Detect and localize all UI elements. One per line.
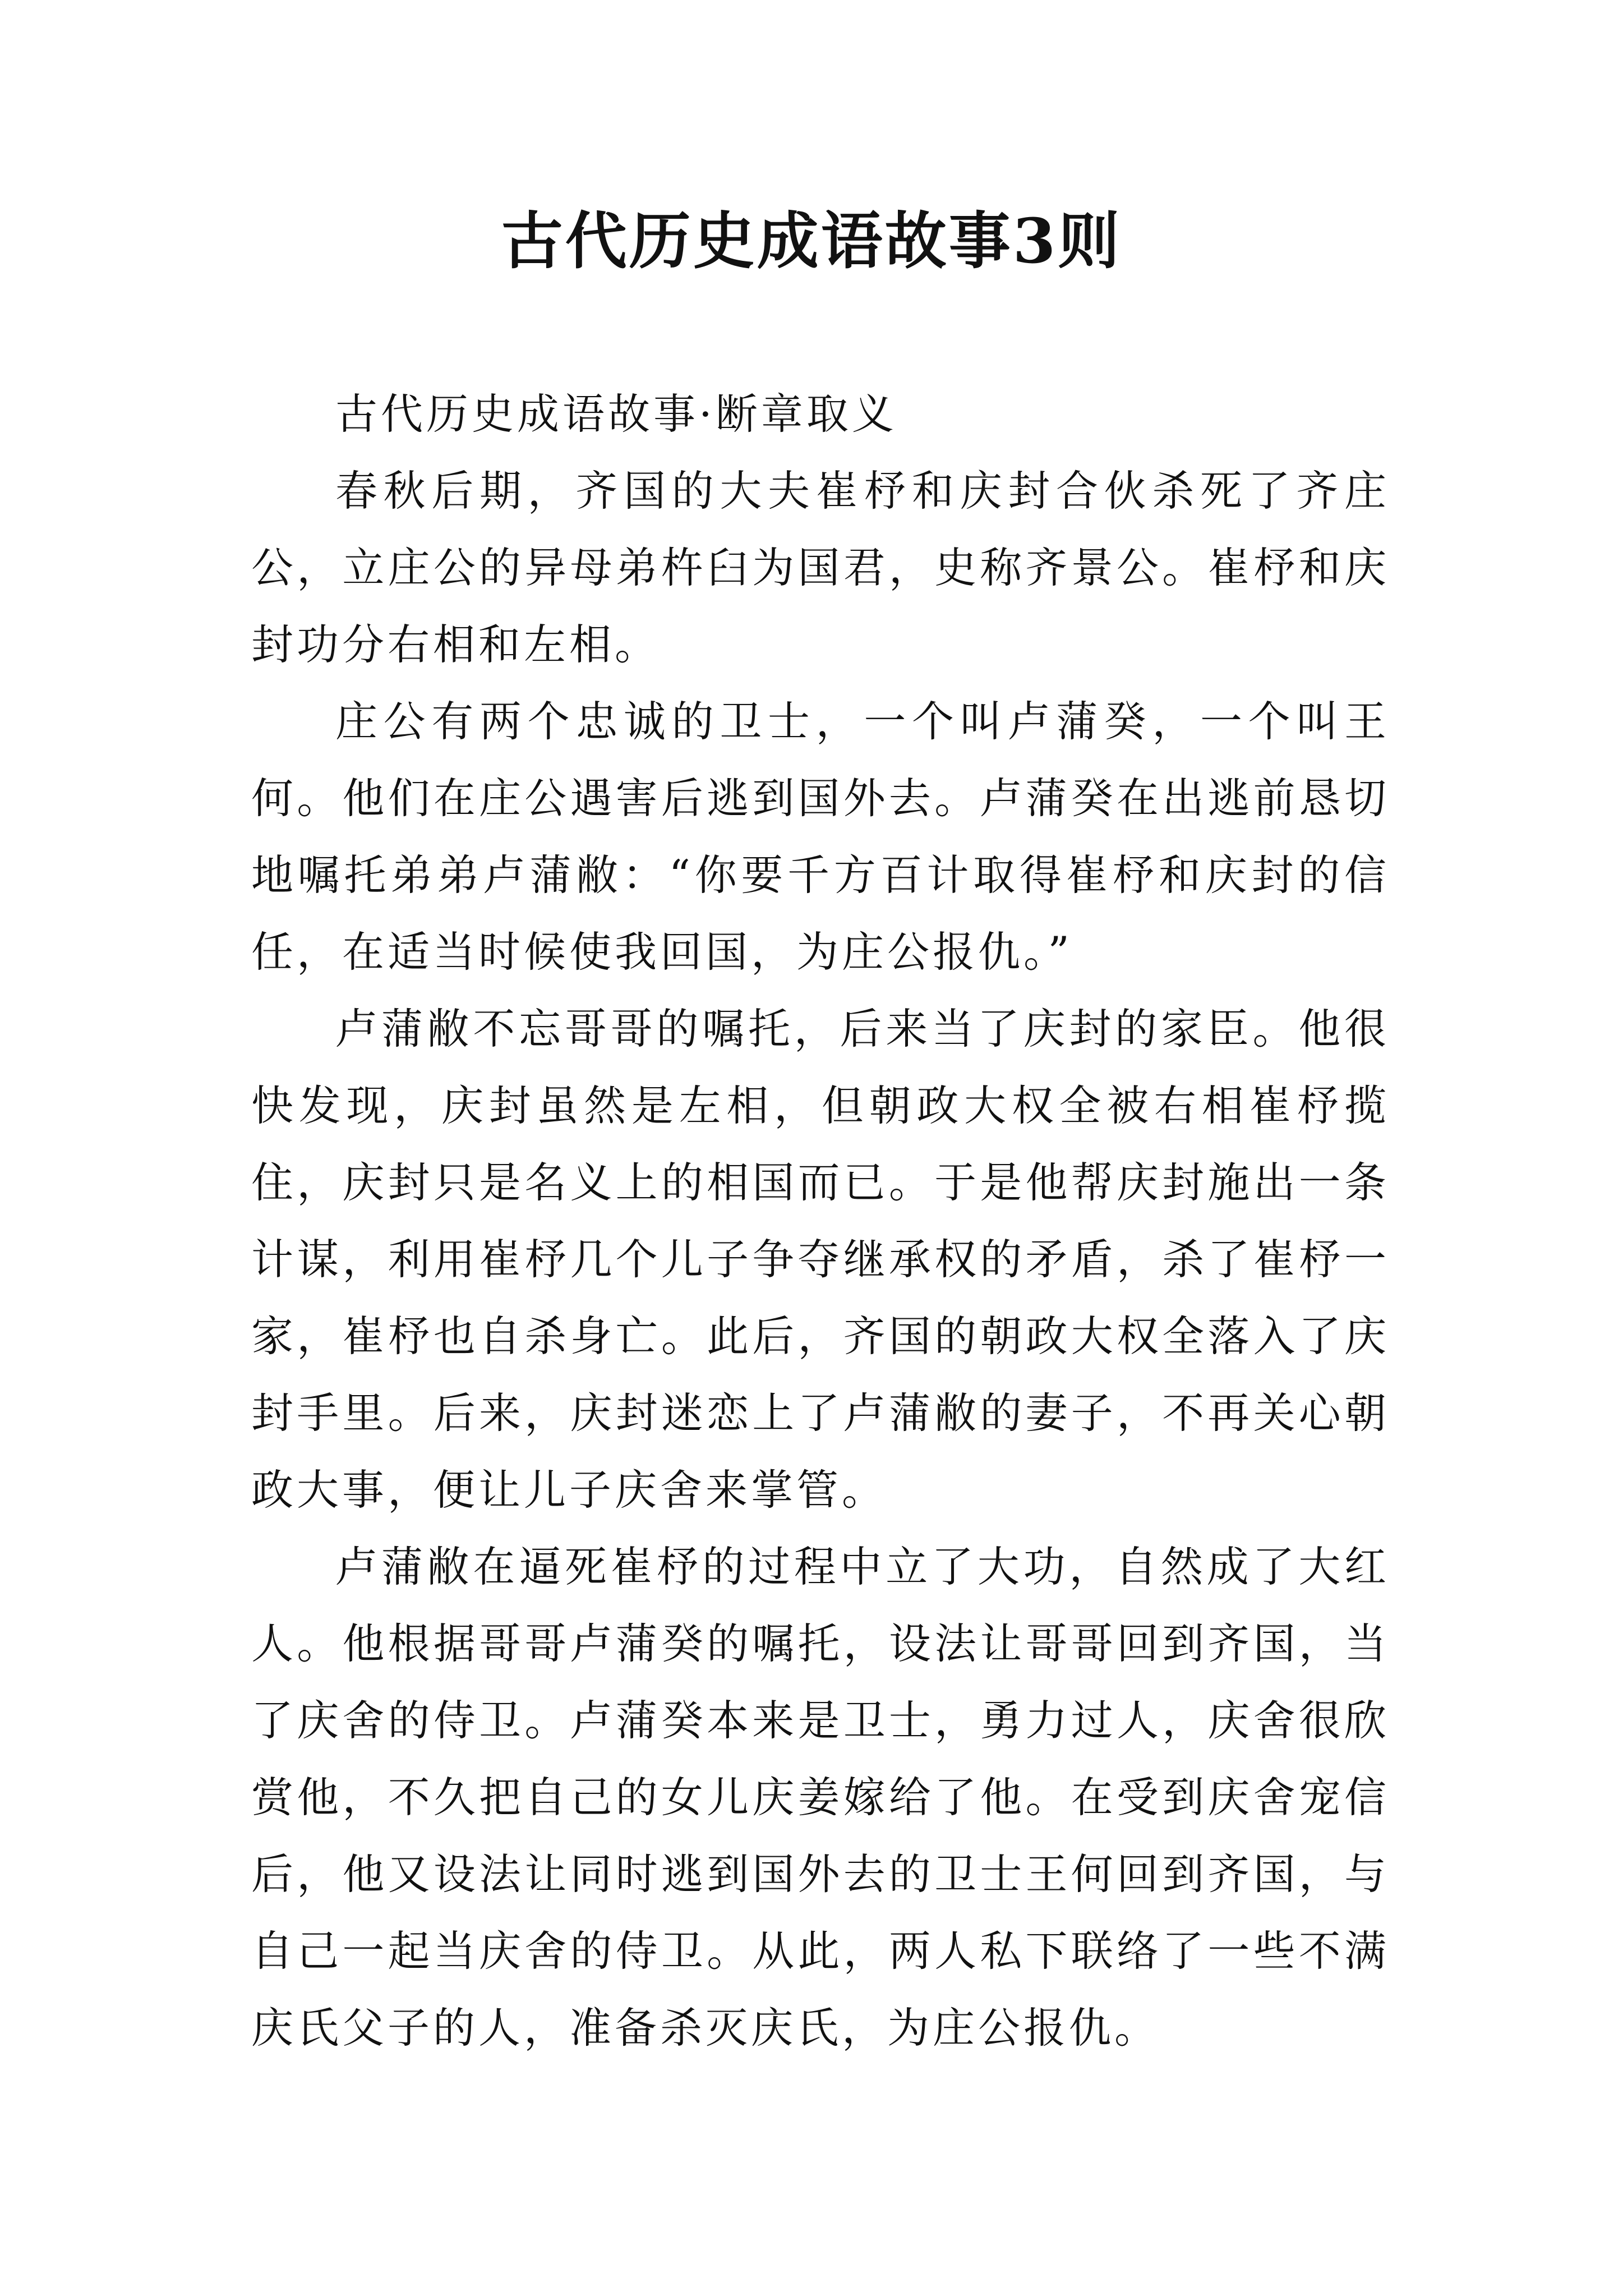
paragraph-3: 卢蒲敝不忘哥哥的嘱托，后来当了庆封的家臣。他很快发现，庆封虽然是左相，但朝政大权全被右相崔杼揽住，庆封只是名义上的相国而已。于是他帮庆封施出一条计谋，利用崔杼几个儿子争夺继承权的矛盾，杀了崔杼一家，崔杼也自杀身亡。此后，齐国的朝政大权全落入了庆封手里。后来，庆封迷恋上了卢蒲敝的妻子，不再关心朝政大事，便让儿子庆舍来掌管。	[251, 1004, 1390, 1515]
document-body	[251, 376, 1390, 2067]
document-title: 古代历史成语故事3则	[501, 205, 1122, 277]
paragraph-1: 春秋后期，齐国的大夫崔杼和庆封合伙杀死了齐庄公，立庄公的异母弟杵臼为国君，史称齐景公。崔杼和庆封功分右相和左相。	[251, 466, 1390, 669]
paragraph-section-heading: 古代历史成语故事·断章取义	[335, 389, 897, 439]
paragraph-4: 卢蒲敝在逼死崔杼的过程中立了大功，自然成了大红人。他根据哥哥卢蒲癸的嘱托，设法让哥哥回到齐国，当了庆舍的侍卫。卢蒲癸本来是卫士，勇力过人，庆舍很欣赏他，不久把自己的女儿庆姜嫁给了他。在受到庆舍宠信后，他又设法让同时逃到国外去的卫士王何回到齐国，与自己一起当庆舍的侍卫。从此，两人私下联络了一些不满庆氏父子的人，准备杀灭庆氏，为庄公报仇。	[251, 1542, 1390, 2053]
paragraph-2: 庄公有两个忠诚的卫士，一个叫卢蒲癸，一个叫王何。他们在庄公遇害后逃到国外去。卢蒲癸在出逃前恳切地嘱托弟弟卢蒲敝：“你要千方百计取得崔杼和庆封的信任，在适当时候使我回国，为庄公报仇。”	[251, 697, 1390, 977]
